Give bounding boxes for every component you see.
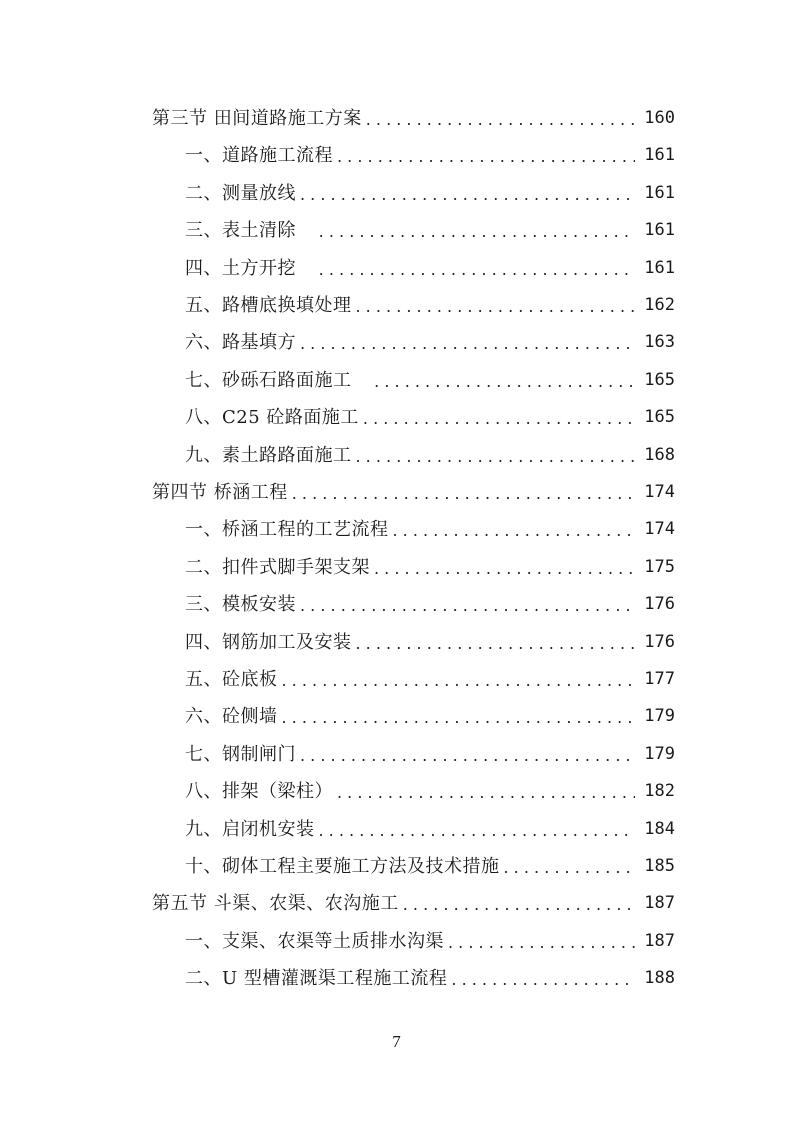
toc-entry-page-number: 182 xyxy=(644,781,675,802)
toc-dot-leader xyxy=(292,475,635,512)
toc-entry-page-number: 161 xyxy=(644,220,675,241)
toc-item-entry[interactable] xyxy=(185,137,675,174)
toc-dot-leader xyxy=(282,699,636,736)
toc-entry-title: 五、砼底板 xyxy=(185,669,278,690)
toc-dot-leader xyxy=(319,251,635,288)
toc-entry-title: 二、U 型槽灌溉渠工程施工流程 xyxy=(185,968,448,990)
toc-entry-page-number: 163 xyxy=(644,332,675,353)
toc-entry-page-number: 176 xyxy=(644,594,675,615)
toc-item-entry[interactable] xyxy=(185,511,675,548)
toc-entry-title: 二、测量放线 xyxy=(185,182,296,204)
toc-entry-page-number: 175 xyxy=(644,556,675,577)
toc-entry-page-number: 187 xyxy=(644,893,675,914)
toc-dot-leader xyxy=(374,550,635,587)
toc-item-entry[interactable] xyxy=(185,586,675,623)
toc-item-entry[interactable] xyxy=(185,287,675,324)
toc-dot-leader xyxy=(319,213,635,250)
toc-dot-leader xyxy=(337,774,635,811)
toc-dot-leader xyxy=(356,288,636,325)
toc-dot-leader xyxy=(300,176,635,213)
toc-entry-page-number: 161 xyxy=(644,257,675,278)
toc-entry-title: 九、启闭机安装 xyxy=(185,818,315,840)
toc-entry-title: 六、砼侧墙 xyxy=(185,706,278,728)
toc-item-entry[interactable] xyxy=(185,212,675,249)
toc-item-entry[interactable] xyxy=(185,848,675,885)
toc-dot-leader xyxy=(403,886,635,923)
toc-entry-title: 八、C25 砼路面施工 xyxy=(185,407,359,429)
toc-entry-title: 第三节 田间道路施工方案 xyxy=(152,108,362,129)
toc-entry-title: 十、砌体工程主要施工方法及技术措施 xyxy=(185,856,500,877)
toc-item-entry[interactable] xyxy=(185,773,675,810)
toc-dot-leader xyxy=(282,662,636,699)
toc-dot-leader xyxy=(448,924,635,961)
toc-item-entry[interactable] xyxy=(185,811,675,848)
toc-item-entry[interactable] xyxy=(185,362,675,399)
toc-entry-page-number: 162 xyxy=(644,295,675,315)
toc-entry-title: 三、模板安装 xyxy=(185,594,296,616)
toc-item-entry[interactable] xyxy=(185,698,675,735)
toc-entry-title: 第四节 桥涵工程 xyxy=(152,482,288,503)
toc-entry-title: 一、桥涵工程的工艺流程 xyxy=(185,519,389,541)
toc-entry-page-number: 179 xyxy=(644,743,675,764)
toc-entry-page-number: 161 xyxy=(644,182,675,203)
toc-item-entry[interactable] xyxy=(185,549,675,586)
toc-dot-leader xyxy=(366,101,635,138)
toc-entry-page-number: 184 xyxy=(644,818,675,839)
toc-item-entry[interactable] xyxy=(185,437,675,474)
toc-item-entry[interactable] xyxy=(185,624,675,661)
toc-entry-title: 八、排架（梁柱） xyxy=(185,781,333,803)
toc-entry-title: 七、钢制闸门 xyxy=(185,743,296,765)
toc-entry-title: 五、路槽底换填处理 xyxy=(185,295,352,316)
toc-item-entry[interactable] xyxy=(185,175,675,212)
toc-item-entry[interactable] xyxy=(185,250,675,287)
toc-entry-page-number: 174 xyxy=(644,519,675,540)
toc-dot-leader xyxy=(319,812,636,849)
toc-entry-title: 四、钢筋加工及安装 xyxy=(185,631,352,653)
toc-entry-page-number: 168 xyxy=(644,444,675,465)
toc-entry-page-number: 160 xyxy=(644,108,675,128)
toc-dot-leader xyxy=(356,438,636,475)
toc-entry-title: 三、表土清除 xyxy=(185,220,315,242)
toc-entry-title: 九、素土路路面施工 xyxy=(185,444,352,466)
toc-entry-title: 二、扣件式脚手架支架 xyxy=(185,556,370,578)
toc-dot-leader xyxy=(363,400,635,437)
toc-dot-leader xyxy=(374,363,635,400)
toc-entry-page-number: 161 xyxy=(644,145,675,166)
toc-entry-page-number: 187 xyxy=(644,930,675,951)
toc-entry-page-number: 185 xyxy=(644,856,675,876)
page-number: 7 xyxy=(392,1032,401,1051)
toc-dot-leader xyxy=(356,625,636,662)
toc-section-entry[interactable] xyxy=(152,885,675,922)
toc-entry-page-number: 179 xyxy=(644,706,675,727)
toc-entry-title: 一、支渠、农渠等土质排水沟渠 xyxy=(185,930,444,952)
toc-dot-leader xyxy=(337,138,635,175)
toc-entry-title: 四、土方开挖 xyxy=(185,257,315,279)
toc-entry-title: 一、道路施工流程 xyxy=(185,145,333,167)
toc-entry-page-number: 165 xyxy=(644,407,675,428)
toc-entry-page-number: 177 xyxy=(644,669,675,689)
toc-item-entry[interactable] xyxy=(185,399,675,436)
toc-section-entry[interactable] xyxy=(152,100,675,137)
toc-entry-page-number: 188 xyxy=(644,968,675,989)
toc-entry-title: 第五节 斗渠、农渠、农沟施工 xyxy=(152,893,399,915)
toc-dot-leader xyxy=(393,512,636,549)
toc-entry-title: 六、路基填方 xyxy=(185,332,296,354)
toc-item-entry[interactable] xyxy=(185,960,675,997)
toc-item-entry[interactable] xyxy=(185,736,675,773)
toc-section-entry[interactable] xyxy=(152,474,675,511)
toc-dot-leader xyxy=(300,737,635,774)
toc-item-entry[interactable] xyxy=(185,324,675,361)
toc-dot-leader xyxy=(300,325,635,362)
toc-entry-page-number: 165 xyxy=(644,369,675,390)
toc-dot-leader xyxy=(300,587,635,624)
toc-entry-title: 七、砂砾石路面施工 xyxy=(185,369,371,391)
toc-item-entry[interactable] xyxy=(185,923,675,960)
toc-dot-leader xyxy=(504,849,636,886)
toc-dot-leader xyxy=(451,961,635,998)
toc-entry-page-number: 174 xyxy=(644,482,675,502)
toc-entry-page-number: 176 xyxy=(644,631,675,652)
toc-item-entry[interactable] xyxy=(185,661,675,698)
